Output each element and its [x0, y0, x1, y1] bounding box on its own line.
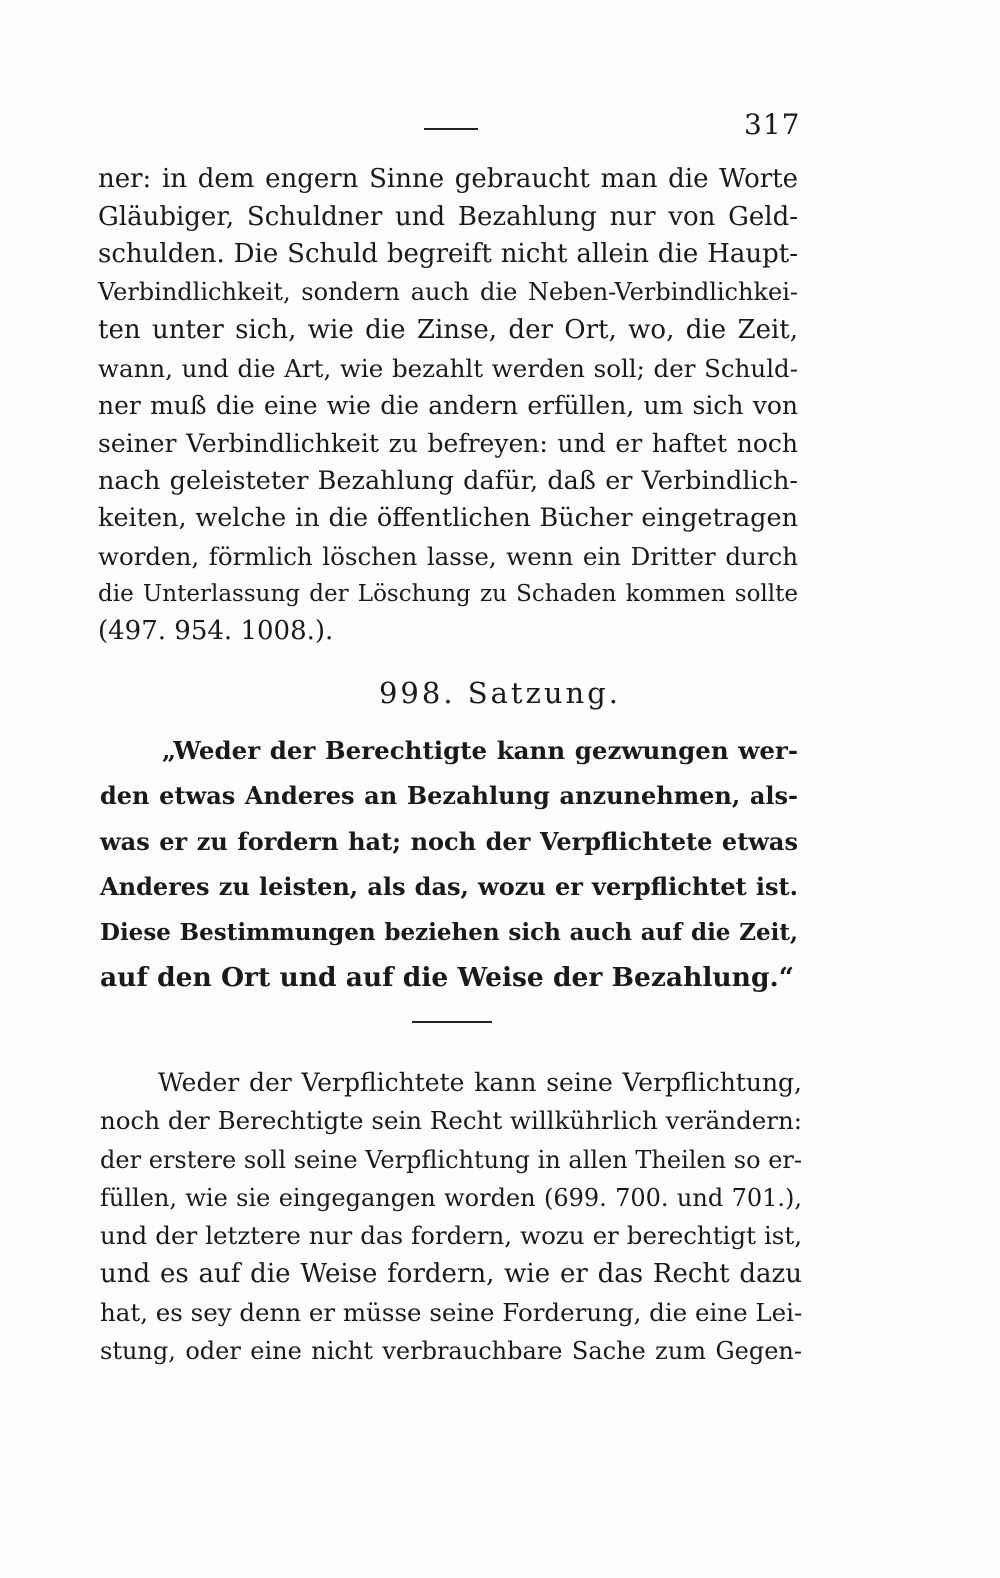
text-line: der erstere soll seine Verpflichtung in allen Theilen so er- — [100, 1145, 802, 1174]
body-paragraph — [98, 161, 798, 651]
text-line: füllen, wie sie eingegangen worden (699. 700. und 701.), — [100, 1183, 802, 1212]
text-line: stung, oder eine nicht verbrauchbare Sache zum Gegen- — [100, 1337, 802, 1366]
page-number: 317 — [744, 108, 801, 141]
section-heading: 998. Satzung. — [378, 676, 621, 710]
text-line: seiner Verbindlichkeit zu befreyen: und er haftet noch — [98, 428, 798, 458]
statute-quote — [100, 728, 798, 1000]
header-rule — [424, 128, 478, 130]
text-line: und der letztere nur das fordern, wozu er berechtigt ist, — [100, 1221, 802, 1251]
text-line: und es auf die Weise fordern, wie er das Recht dazu — [100, 1259, 802, 1290]
quote-line: Anderes zu leisten, als das, wozu er verpflichtet ist. — [100, 872, 798, 902]
text-line: noch der Berechtigte sein Recht willkührlich verändern: — [100, 1106, 802, 1136]
text-line: ner: in dem engern Sinne gebraucht man die Worte — [98, 164, 798, 194]
text-line: worden, förmlich löschen lasse, wenn ein Dritter durch — [98, 542, 798, 572]
text-line: Gläubiger, Schuldner und Bezahlung nur von Geld- — [98, 201, 798, 232]
text-line: schulden. Die Schuld begreift nicht allein die Haupt- — [98, 239, 798, 270]
text-line: Weder der Verpflichtete kann seine Verpflichtung, — [158, 1068, 802, 1097]
text-line: hat, es sey denn er müsse seine Forderung, die eine Lei- — [100, 1297, 803, 1327]
text-line: ner muß die eine wie die andern erfüllen, um sich von — [98, 391, 798, 421]
text-line: ten unter sich, wie die Zinse, der Ort, wo, die Zeit, — [98, 314, 798, 345]
text-line: Verbindlichkeit, sondern auch die Neben-Verbindlichkei- — [98, 278, 798, 307]
quote-line: den etwas Anderes an Bezahlung anzunehmen, als- — [100, 781, 798, 811]
text-line: nach geleisteter Bezahlung dafür, daß er Verbindlich- — [98, 465, 798, 496]
quote-line: „Weder der Berechtigte kann gezwungen wer- — [162, 736, 798, 765]
quote-line: Diese Bestimmungen beziehen sich auch auf die Zeit, — [100, 918, 798, 946]
commentary-paragraph — [100, 1064, 802, 1370]
section-divider-rule — [412, 1021, 492, 1023]
text-line: die Unterlassung der Löschung zu Schaden kommen sollte — [98, 580, 798, 607]
quote-line: was er zu fordern hat; noch der Verpflichtete etwas — [100, 826, 798, 856]
text-line: wann, und die Art, wie bezahlt werden soll; der Schuld- — [98, 353, 798, 383]
quote-line: auf den Ort und auf die Weise der Bezahlung.“ — [100, 962, 794, 994]
text-line: (497. 954. 1008.). — [98, 616, 334, 647]
text-line: keiten, welche in die öffentlichen Bücher eingetragen — [98, 503, 798, 534]
